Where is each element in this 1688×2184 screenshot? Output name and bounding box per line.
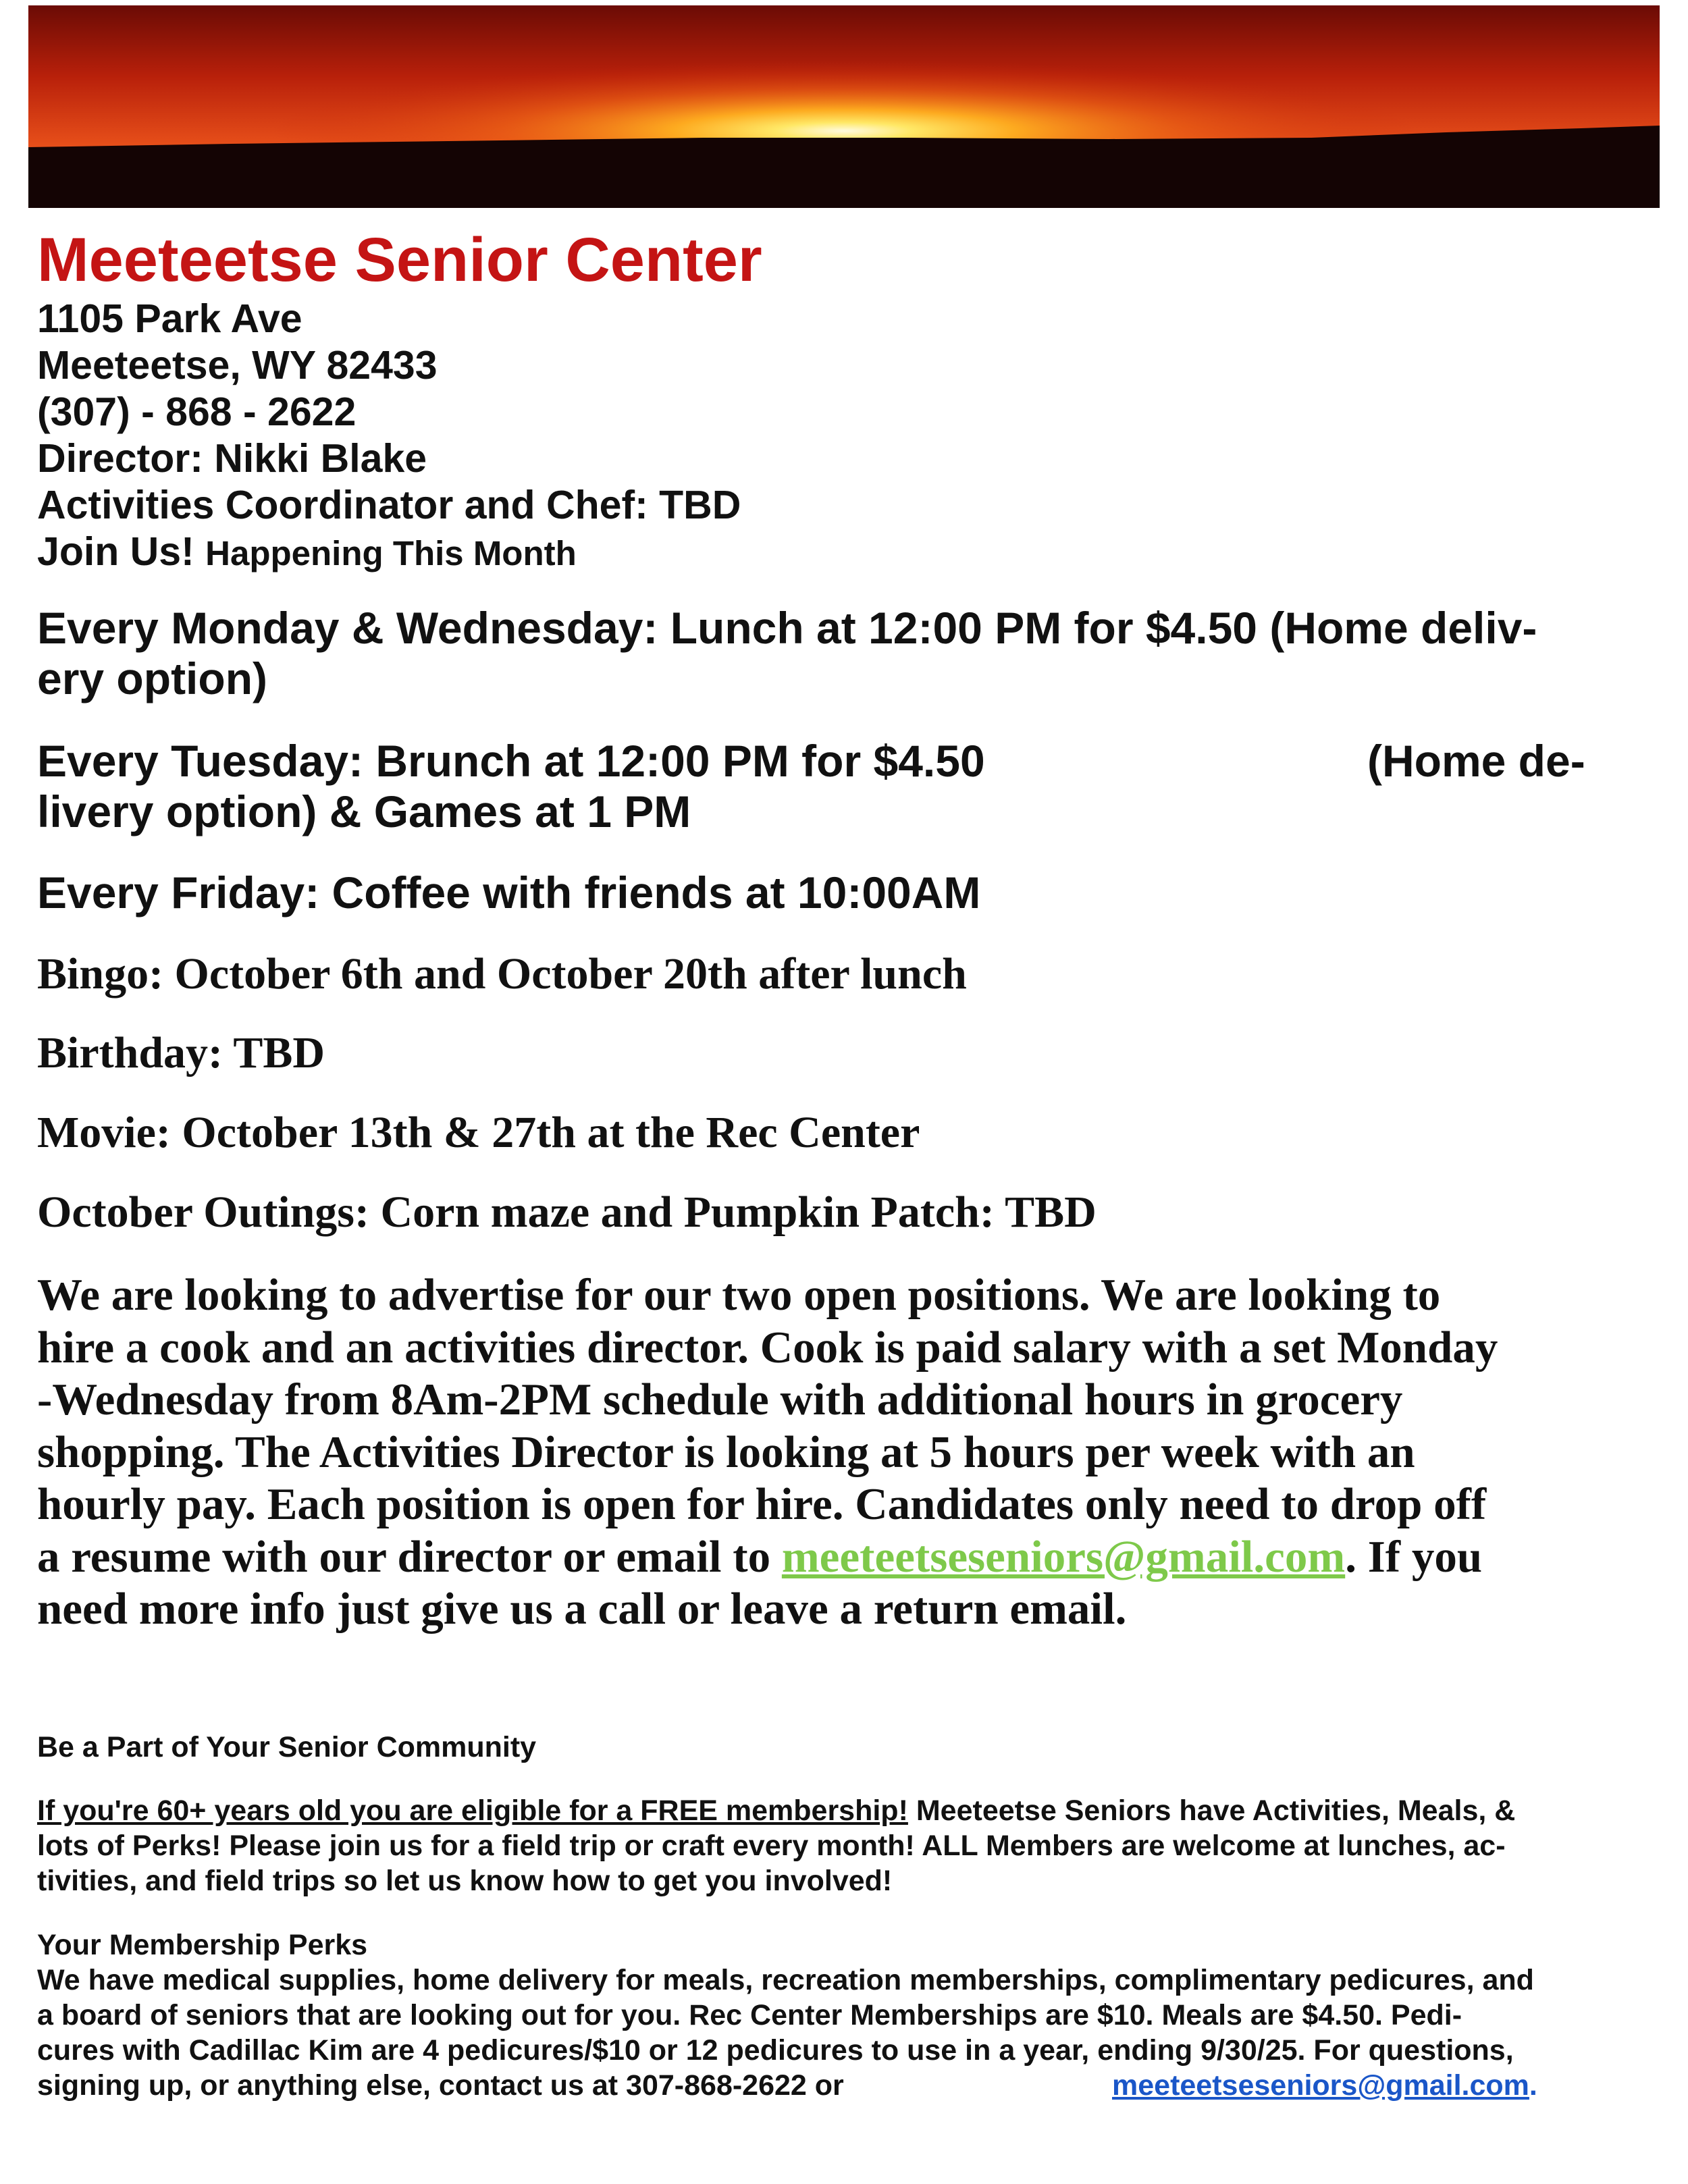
community-heading-text: Be a Part of Your Senior Community	[37, 1731, 537, 1763]
ad-line-4: shopping. The Activities Director is looking at 5 hours per week with an	[37, 1427, 1415, 1477]
ad-line-5: hourly pay. Each position is open for hire. Candidates only need to drop off	[37, 1479, 1487, 1529]
monday-wednesday-line-2: ery option)	[37, 654, 267, 703]
perks-line-3: cures with Cadillac Kim are 4 pedicures/$10 or 12 pedicures to use in a year, ending 9/30/25. For questions,	[37, 2034, 1514, 2067]
ad-line-6-post: . If you	[1345, 1531, 1483, 1582]
director-name: Director: Nikki Blake	[37, 436, 427, 481]
perks-line-2: a board of seniors that are looking out for you. Rec Center Memberships are $10. Meals are $4.50. Pedi-	[37, 1999, 1462, 2031]
community-line-1-rest: Meeteetse Seniors have Activities, Meals, &	[907, 1794, 1516, 1827]
happening-this-month: Happening This Month	[205, 534, 577, 572]
tuesday-brunch	[37, 736, 1644, 837]
movie-event: Movie: October 13th & 27th at the Rec Center	[37, 1108, 920, 1157]
ad-line-6-pre: a resume with our director or email to	[37, 1531, 782, 1582]
perks-email-link[interactable]: meeteetseseniors@gmail.com	[1112, 2069, 1529, 2102]
ad-line-7: need more info just give us a call or leave a return email.	[37, 1584, 1127, 1634]
perks-line-1: We have medical supplies, home delivery for meals, recreation memberships, complimentary pedicures, and	[37, 1964, 1534, 1996]
outings-event: October Outings: Corn maze and Pumpkin Patch: TBD	[37, 1188, 1097, 1237]
phone-number: (307) - 868 - 2622	[37, 390, 357, 434]
address-line-2: Meeteetse, WY 82433	[37, 343, 438, 388]
friday-coffee: Every Friday: Coffee with friends at 10:00AM	[37, 868, 981, 917]
coordinator-line: Activities Coordinator and Chef: TBD	[37, 483, 741, 527]
tuesday-home-delivery: (Home de-	[1367, 736, 1585, 786]
perks-line-4-pre: signing up, or anything else, contact us at 307-868-2622 or	[37, 2069, 844, 2102]
tuesday-line-2: livery option) & Games at 1 PM	[37, 787, 691, 836]
free-membership-eligibility: If you're 60+ years old you are eligible for a FREE membership!	[37, 1794, 908, 1827]
community-heading	[37, 1730, 1658, 1765]
perks-heading: Your Membership Perks	[37, 1929, 368, 1961]
membership-perks	[37, 1927, 1658, 2103]
ad-line-2: hire a cook and an activities director. Cook is paid salary with a set Monday	[37, 1322, 1498, 1373]
perks-line-4-post: .	[1529, 2069, 1537, 2102]
address-line-1: 1105 Park Ave	[37, 296, 302, 341]
page-title: Meeteetse Senior Center	[37, 225, 762, 294]
community-paragraph	[37, 1793, 1658, 1898]
tuesday-line-1: Every Tuesday: Brunch at 12:00 PM for $4.50	[37, 736, 985, 786]
ad-line-3: -Wednesday from 8Am-2PM schedule with additional hours in grocery	[37, 1375, 1403, 1424]
community-line-3: tivities, and field trips so let us know how to get you involved!	[37, 1865, 893, 1897]
join-us-text: Join Us!	[37, 529, 194, 574]
community-line-2: lots of Perks! Please join us for a field trip or craft every month! ALL Members are welcome at lunches, ac-	[37, 1830, 1506, 1862]
ad-line-1: We are looking to advertise for our two open positions. We are looking to	[37, 1270, 1441, 1320]
monday-wednesday-lunch	[37, 603, 1644, 704]
join-us-line	[37, 529, 741, 575]
birthday-event: Birthday: TBD	[37, 1028, 325, 1077]
monday-wednesday-line-1: Every Monday & Wednesday: Lunch at 12:00 PM for $4.50 (Home deliv-	[37, 603, 1537, 653]
job-advertisement	[37, 1269, 1658, 1636]
contact-block	[37, 296, 741, 575]
ad-email-link[interactable]: meeteetseseniors@gmail.com	[781, 1531, 1346, 1582]
sunset-banner-image	[28, 5, 1660, 208]
bingo-event: Bingo: October 6th and October 20th after lunch	[37, 949, 967, 998]
